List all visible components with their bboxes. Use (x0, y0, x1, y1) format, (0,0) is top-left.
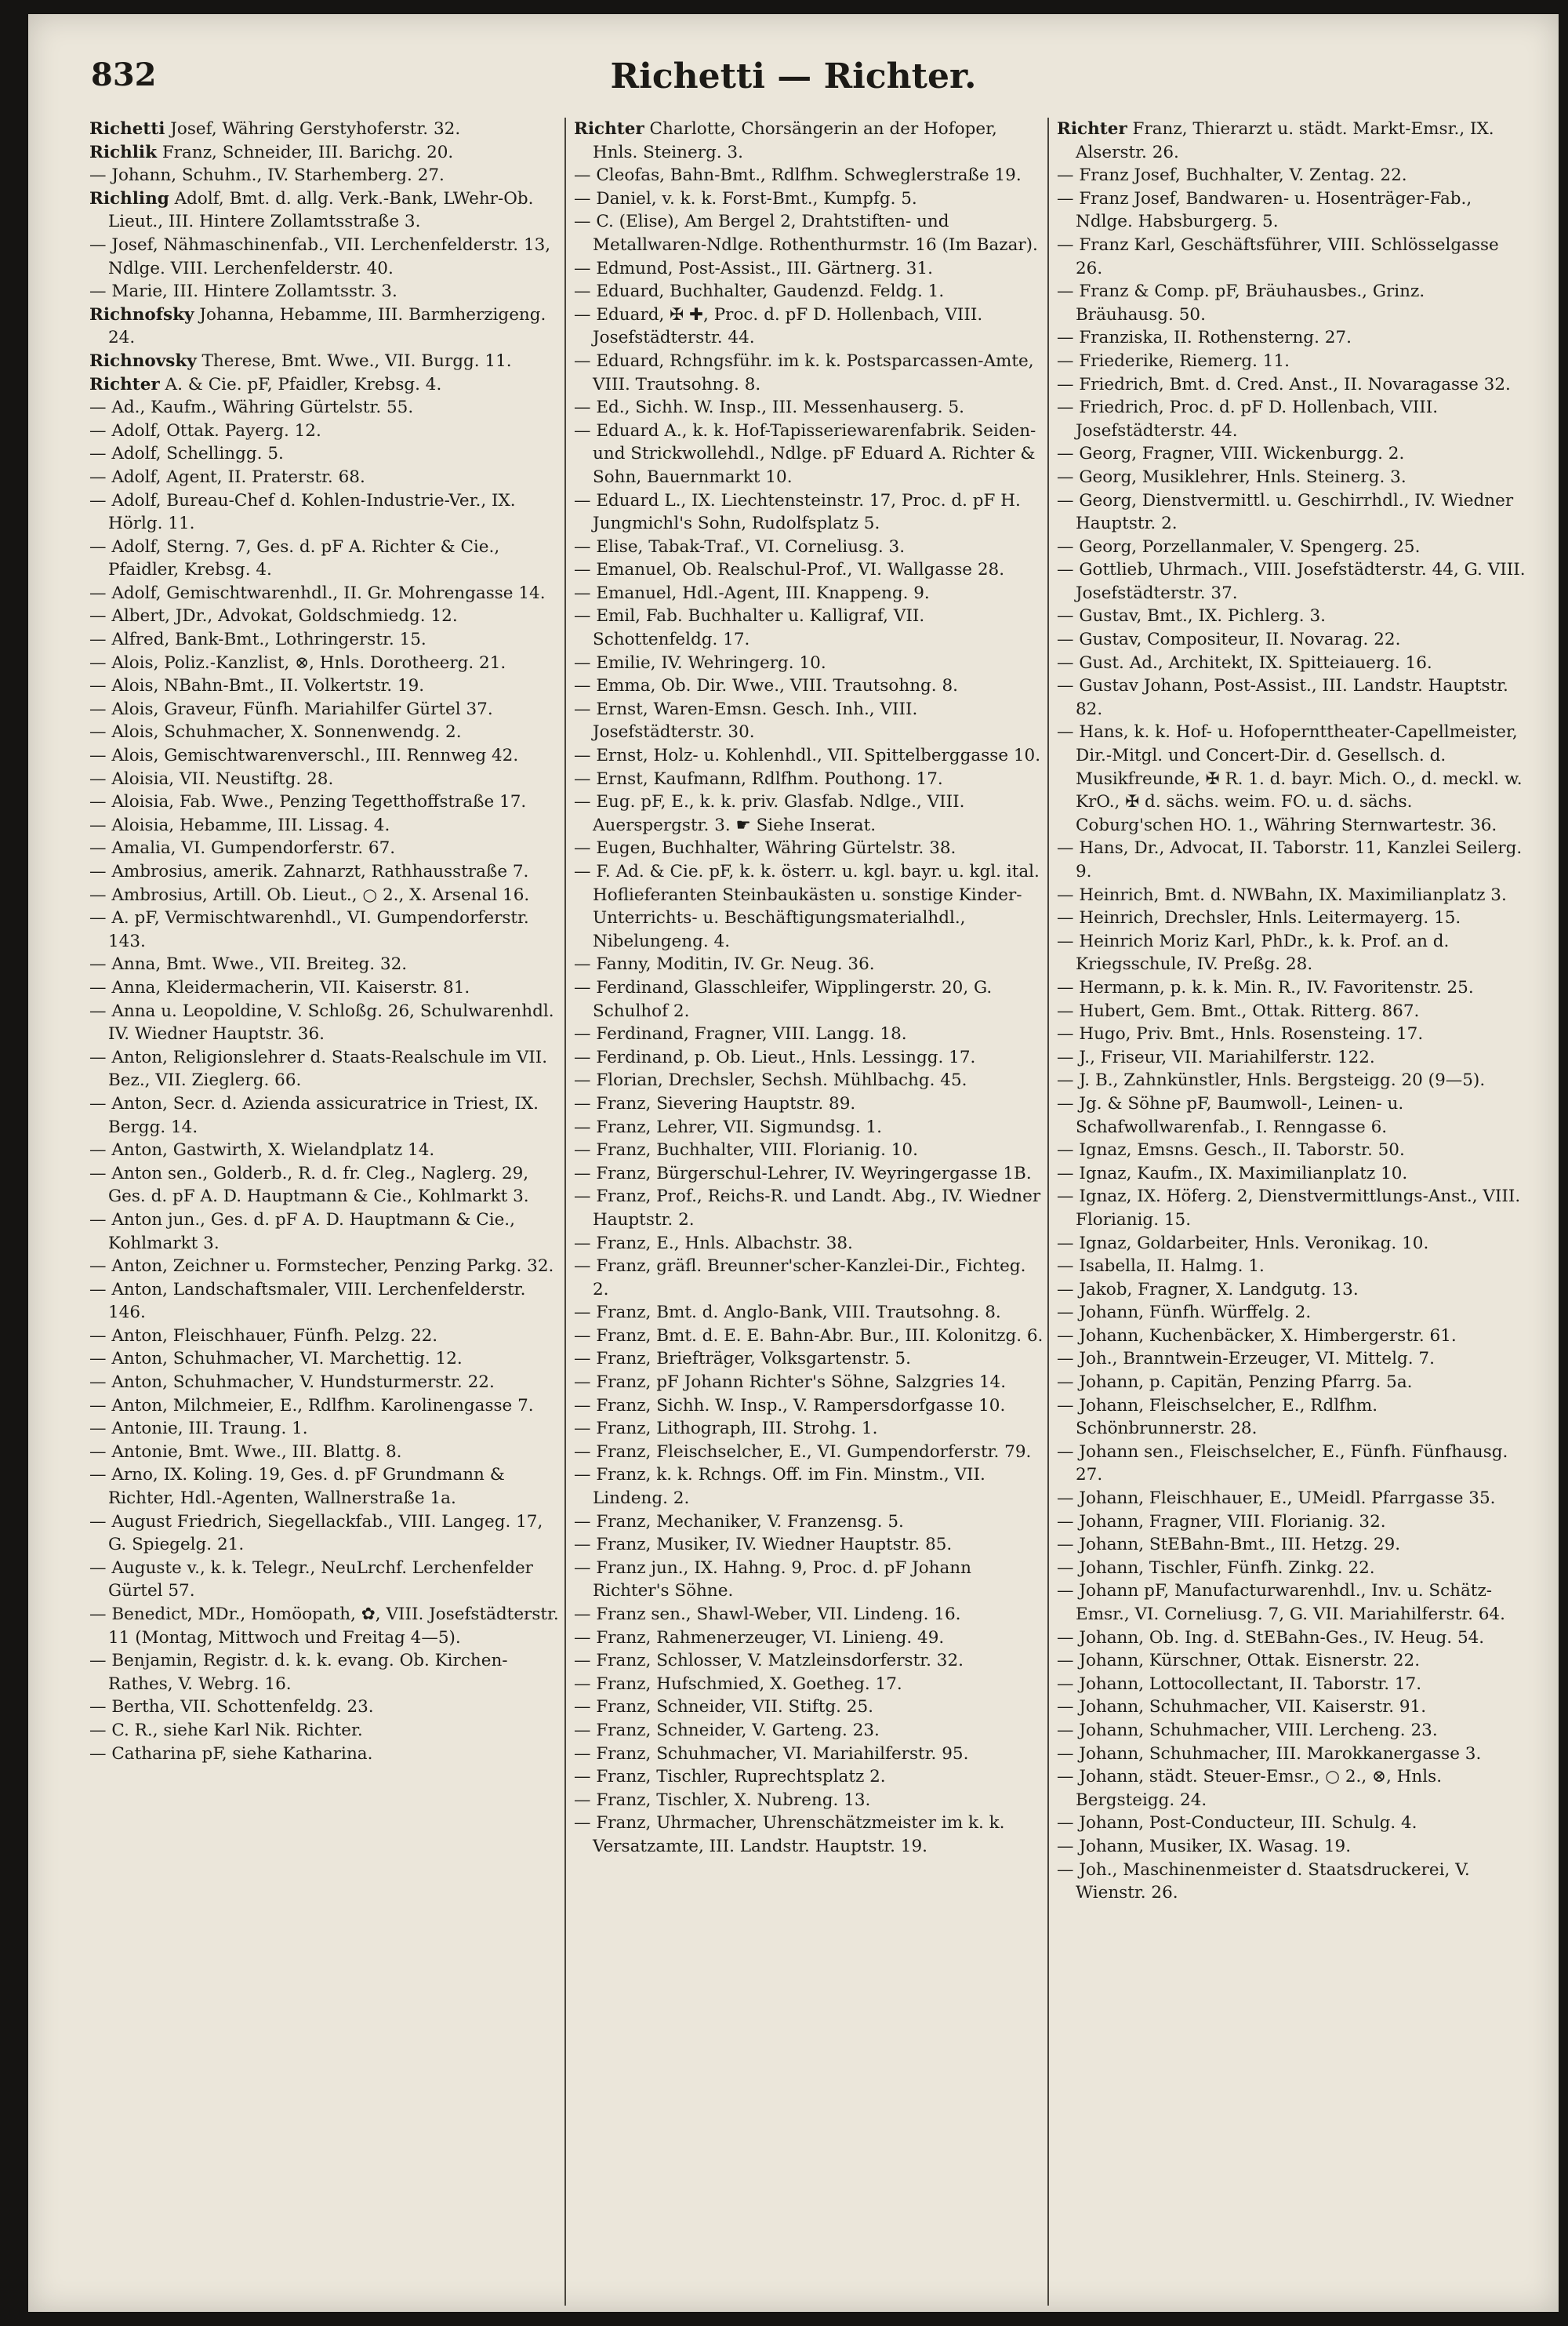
directory-entry: — Ed., Sichh. W. Insp., III. Messenhauserg. 5. (574, 398, 964, 418)
directory-entry: — Edmund, Post-Assist., III. Gärtnerg. 31. (574, 258, 933, 278)
directory-entry: — Anton, Gastwirth, X. Wielandplatz 14. (89, 1140, 435, 1161)
page-number: 832 (91, 56, 157, 93)
directory-entry: — Aloisia, Fab. Wwe., Penzing Tegetthoffstraße 17. (89, 792, 527, 812)
directory-entry: — Franz & Comp. pF, Bräuhausbes., Grinz. Bräuhausg. 50. (1057, 282, 1425, 325)
directory-entry: — Franz, Mechaniker, V. Franzensg. 5. (574, 1511, 904, 1532)
directory-entry: — Georg, Fragner, VIII. Wickenburgg. 2. (1057, 444, 1405, 464)
directory-entry: — Anton sen., Golderb., R. d. fr. Cleg., Naglerg. 29, Ges. d. pF A. D. Hauptmann & Cie., Kohlmarkt 3. (89, 1163, 529, 1207)
directory-entry: — Eduard, Rchngsführ. im k. k. Postsparcassen-Amte, VIII. Trautsohng. 8. (574, 351, 1034, 394)
directory-entry: — Heinrich Moriz Karl, PhDr., k. k. Prof. an d. Kriegsschule, IV. Preßg. 28. (1057, 931, 1450, 975)
directory-entry: — Ernst, Kaufmann, Rdlfhm. Pouthong. 17. (574, 769, 943, 789)
directory-entry: — Ernst, Holz- u. Kohlenhdl., VII. Spittelberggasse 10. (574, 746, 1041, 766)
directory-entry: — Gottlieb, Uhrmach., VIII. Josefstädterstr. 44, G. VIII. Josefstädterstr. 37. (1057, 560, 1526, 603)
directory-entry: — Franz, Fleischselcher, E., VI. Gumpendorferstr. 79. (574, 1441, 1032, 1462)
directory-entry: — Auguste v., k. k. Telegr., NeuLrchf. Lerchenfelder Gürtel 57. (89, 1557, 533, 1601)
directory-entry: — Franz, Buchhalter, VIII. Florianig. 10. (574, 1140, 918, 1161)
directory-entry: — Johann, städt. Steuer-Emsr., ○ 2., ⊗, Hnls. Bergsteigg. 24. (1057, 1767, 1443, 1810)
directory-entry: — Johann pF, Manufacturwarenhdl., Inv. u. Schätz-Emsr., VI. Corneliusg. 7, G. VII. Mariahilferstr. 64. (1057, 1581, 1505, 1624)
directory-column-3 (1057, 118, 1527, 2306)
directory-entry: — Anton, Milchmeier, E., Rdlfhm. Karolinengasse 7. (89, 1395, 534, 1416)
directory-entry: — Ignaz, Emsns. Gesch., II. Taborstr. 50. (1057, 1140, 1405, 1161)
directory-entry: — Heinrich, Bmt. d. NWBahn, IX. Maximilianplatz 3. (1057, 885, 1507, 905)
directory-entry: — Aloisia, VII. Neustiftg. 28. (89, 769, 334, 789)
directory-entry: — Hugo, Priv. Bmt., Hnls. Rosensteing. 17. (1057, 1024, 1424, 1045)
directory-entry: — Joh., Branntwein-Erzeuger, VI. Mittelg. 7. (1057, 1349, 1435, 1369)
directory-entry: — Arno, IX. Koling. 19, Ges. d. pF Grundmann & Richter, Hdl.-Agenten, Wallnerstraße 1a. (89, 1465, 505, 1509)
directory-entry: — Johann, Musiker, IX. Wasag. 19. (1057, 1836, 1352, 1856)
directory-entry: — Johann, Fleischselcher, E., Rdlfhm. Schönbrunnerstr. 28. (1057, 1395, 1378, 1439)
directory-entry: — Benjamin, Registr. d. k. k. evang. Ob. Kirchen-Rathes, V. Webrg. 16. (89, 1651, 508, 1694)
directory-entry: — Emma, Ob. Dir. Wwe., VIII. Trautsohng. 8. (574, 676, 958, 696)
directory-entry: — Franz sen., Shawl-Weber, VII. Lindeng. 16. (574, 1605, 961, 1624)
directory-entry: — Emanuel, Ob. Realschul-Prof., VI. Wallgasse 28. (574, 560, 1005, 580)
directory-entry: — Eugen, Buchhalter, Währing Gürtelstr. 38. (574, 838, 956, 859)
directory-entry: — Aloisia, Hebamme, III. Lissag. 4. (89, 815, 390, 835)
directory-entry: — Adolf, Ottak. Payerg. 12. (89, 420, 321, 441)
directory-entry: — Antonie, Bmt. Wwe., III. Blattg. 8. (89, 1441, 402, 1462)
directory-entry: — Franz, Rahmenerzeuger, VI. Linieng. 49. (574, 1627, 945, 1648)
directory-entry: — Anna u. Leopoldine, V. Schloßg. 26, Schulwarenhdl. IV. Wiedner Hauptstr. 36. (89, 1001, 554, 1045)
directory-entry: — Gust. Ad., Architekt, IX. Spitteiauerg. 16. (1057, 652, 1432, 673)
directory-entry: — Josef, Nähmaschinenfab., VII. Lerchenfelderstr. 13, Ndlge. VIII. Lerchenfelderstr. 40. (89, 234, 551, 278)
directory-entry: — Alois, Gemischtwarenverschl., III. Rennweg 42. (89, 746, 519, 766)
directory-entry: Richter A. & Cie. pF, Pfaidler, Krebsg. 4. (89, 374, 442, 394)
directory-entry: — Franz, Schlosser, V. Matzleinsdorferstr. 32. (574, 1651, 964, 1671)
directory-entry: — Franz, Tischler, X. Nubreng. 13. (574, 1790, 871, 1810)
surname-heading: Richnovsky (89, 351, 197, 371)
directory-entry: — Jakob, Fragner, X. Landgutg. 13. (1057, 1279, 1359, 1299)
directory-entry: — Hubert, Gem. Bmt., Ottak. Ritterg. 867. (1057, 1001, 1420, 1021)
directory-entry: — Anton, Schuhmacher, V. Hundsturmerstr. 22. (89, 1372, 495, 1393)
directory-entry: — Benedict, MDr., Homöopath, ✿, VIII. Josefstädterstr. 11 (Montag, Mittwoch und Freitag 4—5). (89, 1605, 559, 1648)
directory-entry: — Franz, Bmt. d. E. E. Bahn-Abr. Bur., III. Kolonitzg. 6. (574, 1325, 1044, 1346)
directory-entry: — Emilie, IV. Wehringerg. 10. (574, 652, 826, 673)
directory-entry: Richling Adolf, Bmt. d. allg. Verk.-Bank, LWehr-Ob. Lieut., III. Hintere Zollamtsstraße 3. (89, 188, 534, 232)
directory-entry: — Ernst, Waren-Emsn. Gesch. Inh., VIII. Josefstädterstr. 30. (574, 699, 918, 743)
directory-entry: — Franz, Musiker, IV. Wiedner Hauptstr. 85. (574, 1535, 953, 1555)
directory-entry: — Johann, Lottocollectant, II. Taborstr. 17. (1057, 1674, 1422, 1694)
directory-entry: Richlik Franz, Schneider, III. Barichg. 20. (89, 142, 454, 162)
running-head: Richetti — Richter. (610, 56, 977, 96)
directory-entry: — Cleofas, Bahn-Bmt., Rdlfhm. Schweglerstraße 19. (574, 165, 1022, 186)
directory-entry: — Albert, JDr., Advokat, Goldschmiedg. 12. (89, 606, 458, 627)
directory-entry: — Anna, Kleidermacherin, VII. Kaiserstr. 81. (89, 977, 470, 998)
directory-entry: — Anton, Fleischhauer, Fünfh. Pelzg. 22. (89, 1325, 438, 1346)
directory-entry: — August Friedrich, Siegellackfab., VIII. Langeg. 17, G. Spiegelg. 21. (89, 1511, 543, 1555)
directory-entry: Richetti Josef, Währing Gerstyhoferstr. 32. (89, 119, 461, 139)
directory-entry: — Georg, Dienstvermittl. u. Geschirrhdl., IV. Wiedner Hauptstr. 2. (1057, 490, 1514, 534)
surname-heading: Richetti (89, 119, 165, 139)
directory-entry: — Franz, Schuhmacher, VI. Mariahilferstr. 95. (574, 1743, 969, 1764)
directory-entry: — Ambrosius, amerik. Zahnarzt, Rathhausstraße 7. (89, 862, 529, 881)
directory-entry: — Friedrich, Bmt. d. Cred. Anst., II. Novaragasse 32. (1057, 374, 1511, 394)
directory-entry: — Adolf, Gemischtwarenhdl., II. Gr. Mohrengasse 14. (89, 583, 546, 603)
directory-entry: — Ferdinand, Glasschleifer, Wipplingerstr. 20, G. Schulhof 2. (574, 977, 993, 1021)
directory-entry: — Johann, Ob. Ing. d. StEBahn-Ges., IV. Heug. 54. (1057, 1627, 1485, 1648)
directory-entry: — Joh., Maschinenmeister d. Staatsdruckerei, V. Wienstr. 26. (1057, 1859, 1470, 1903)
directory-entry: — Franz, Hufschmied, X. Goetheg. 17. (574, 1674, 902, 1694)
directory-entry: — Gustav, Bmt., IX. Pichlerg. 3. (1057, 606, 1326, 627)
directory-entry: — Heinrich, Drechsler, Hnls. Leitermayerg. 15. (1057, 908, 1461, 929)
directory-entry: — Franziska, II. Rothensterng. 27. (1057, 328, 1352, 348)
directory-entry: — J. B., Zahnkünstler, Hnls. Bergsteigg. 20 (9—5). (1057, 1070, 1486, 1091)
directory-entry: — F. Ad. & Cie. pF, k. k. österr. u. kgl. bayr. u. kgl. ital. Hoflieferanten Steinbaukästen u. sonstige Kinder-Unterrichts- u. Beschäftigungsmaterialhdl., Nibelungeng. 4. (574, 862, 1040, 951)
directory-page (28, 14, 1559, 2312)
directory-entry: — Georg, Musiklehrer, Hnls. Steinerg. 3. (1057, 467, 1406, 487)
directory-entry: — Catharina pF, siehe Katharina. (89, 1743, 373, 1764)
directory-entry: — Florian, Drechsler, Sechsh. Mühlbachg. 45. (574, 1070, 967, 1091)
directory-entry: — Gustav, Compositeur, II. Novarag. 22. (1057, 630, 1401, 650)
directory-entry: — Elise, Tabak-Traf., VI. Corneliusg. 3. (574, 536, 906, 557)
directory-entry: — Franz, Sichh. W. Insp., V. Rampersdorfgasse 10. (574, 1395, 1006, 1416)
directory-entry: — Johann, Schuhmacher, III. Marokkanergasse 3. (1057, 1743, 1482, 1764)
directory-entry: — Anton, Religionslehrer d. Staats-Realschule im VII. Bez., VII. Zieglerg. 66. (89, 1047, 548, 1091)
directory-entry: — Emanuel, Hdl.-Agent, III. Knappeng. 9. (574, 583, 930, 603)
directory-entry: — Eduard A., k. k. Hof-Tapisseriewarenfabrik. Seiden- und Strickwollehdl., Ndlge. pF Eduard A. Richter & Sohn, Bauernmarkt 10. (574, 420, 1036, 487)
directory-entry: — J., Friseur, VII. Mariahilferstr. 122. (1057, 1047, 1375, 1067)
directory-entry: — Johann, Kuchenbäcker, X. Himbergerstr. 61. (1057, 1325, 1457, 1346)
directory-entry: — Eug. pF, E., k. k. priv. Glasfab. Ndlge., VIII. Auerspergstr. 3. ☛ Siehe Inserat. (574, 792, 965, 835)
directory-column-1 (89, 118, 560, 2306)
directory-entry: — Fanny, Moditin, IV. Gr. Neug. 36. (574, 954, 875, 975)
directory-entry: — Franz Josef, Buchhalter, V. Zentag. 22. (1057, 165, 1407, 186)
directory-entry: — Johann, Tischler, Fünfh. Zinkg. 22. (1057, 1557, 1375, 1578)
directory-entry: — A. pF, Vermischtwarenhdl., VI. Gumpendorferstr. 143. (89, 908, 529, 951)
directory-entry: — Johann, Fragner, VIII. Florianig. 32. (1057, 1511, 1386, 1532)
directory-entry: Richnovsky Therese, Bmt. Wwe., VII. Burgg. 11. (89, 351, 512, 371)
directory-entry: — Ferdinand, Fragner, VIII. Langg. 18. (574, 1024, 907, 1045)
surname-heading: Richter (89, 374, 160, 394)
directory-entry: — Alois, Poliz.-Kanzlist, ⊗, Hnls. Dorotheerg. 21. (89, 652, 506, 673)
directory-entry: — Anna, Bmt. Wwe., VII. Breiteg. 32. (89, 954, 408, 975)
directory-entry: — Adolf, Bureau-Chef d. Kohlen-Industrie-Ver., IX. Hörlg. 11. (89, 490, 516, 534)
directory-entry: — Franz Josef, Bandwaren- u. Hosenträger-Fab., Ndlge. Habsburgerg. 5. (1057, 188, 1472, 232)
directory-entry: — Friederike, Riemerg. 11. (1057, 351, 1290, 371)
directory-entry: — Franz, Uhrmacher, Uhrenschätzmeister im k. k. Versatzamte, III. Landstr. Hauptstr. 19. (574, 1813, 1005, 1856)
directory-entry: — Johann, Schuhm., IV. Starhemberg. 27. (89, 165, 445, 186)
directory-entry: — Isabella, II. Halmg. 1. (1057, 1256, 1265, 1277)
directory-entry: — Franz, k. k. Rchngs. Off. im Fin. Minstm., VII. Lindeng. 2. (574, 1465, 985, 1509)
directory-entry: — Franz, Lehrer, VII. Sigmundsg. 1. (574, 1117, 882, 1137)
directory-entry: — Franz, Schneider, VII. Stiftg. 25. (574, 1697, 873, 1717)
directory-entry: — Johann sen., Fleischselcher, E., Fünfh. Fünfhausg. 27. (1057, 1441, 1508, 1485)
directory-entry: Richnofsky Johanna, Hebamme, III. Barmherzigeng. 24. (89, 304, 546, 348)
directory-entry: — Daniel, v. k. k. Forst-Bmt., Kumpfg. 5. (574, 188, 917, 209)
directory-entry: — Hermann, p. k. k. Min. R., IV. Favoritenstr. 25. (1057, 977, 1474, 998)
directory-entry: — Friedrich, Proc. d. pF D. Hollenbach, VIII. Josefstädterstr. 44. (1057, 398, 1439, 441)
directory-entry: — Alois, NBahn-Bmt., II. Volkertstr. 19. (89, 676, 425, 696)
directory-entry: — Adolf, Sterng. 7, Ges. d. pF A. Richter & Cie., Pfaidler, Krebsg. 4. (89, 536, 500, 580)
directory-entry: — Ignaz, IX. Höferg. 2, Dienstvermittlungs-Anst., VIII. Florianig. 15. (1057, 1187, 1521, 1230)
directory-column-2 (574, 118, 1044, 2306)
directory-entry: — Franz, Lithograph, III. Strohg. 1. (574, 1419, 878, 1439)
directory-entry: — Franz, Sievering Hauptstr. 89. (574, 1093, 856, 1114)
directory-entry: — Franz, Tischler, Ruprechtsplatz 2. (574, 1767, 886, 1787)
directory-entry: — Alfred, Bank-Bmt., Lothringerstr. 15. (89, 630, 426, 650)
directory-entry: — Gustav Johann, Post-Assist., III. Landstr. Hauptstr. 82. (1057, 676, 1508, 719)
column-divider (564, 118, 566, 2306)
directory-entry: — Ignaz, Goldarbeiter, Hnls. Veronikag. 10. (1057, 1233, 1429, 1253)
directory-entry: — Ambrosius, Artill. Ob. Lieut., ○ 2., X. Arsenal 16. (89, 885, 530, 905)
directory-entry: — Marie, III. Hintere Zollamtsstr. 3. (89, 282, 397, 302)
directory-entry: — Bertha, VII. Schottenfeldg. 23. (89, 1697, 374, 1717)
directory-entry: — Johann, Fleischhauer, E., UMeidl. Pfarrgasse 35. (1057, 1488, 1496, 1509)
directory-entry: — Franz Karl, Geschäftsführer, VIII. Schlösselgasse 26. (1057, 234, 1499, 278)
directory-entry: — Eduard, ✠ ✚, Proc. d. pF D. Hollenbach, VIII. Josefstädterstr. 44. (574, 304, 983, 348)
directory-entry: — Hans, k. k. Hof- u. Hofopernttheater-Capellmeister, Dir.-Mitgl. und Concert-Dir. d. Gesellsch. d. Musikfreunde, ✠ R. 1. d. bayr. Mich. O., d. meckl. w. KrO., ✠ d. sächs. weim. FO. u. d. sächs. Coburg'schen HO. 1., Währing Sternwartestr. 36. (1057, 722, 1523, 835)
directory-entry: — Amalia, VI. Gumpendorferstr. 67. (89, 838, 396, 859)
directory-entry: — Franz, gräfl. Breunner'scher-Kanzlei-Dir., Fichteg. 2. (574, 1256, 1026, 1299)
directory-entry: — Antonie, III. Traung. 1. (89, 1419, 308, 1439)
directory-entry: — Anton jun., Ges. d. pF A. D. Hauptmann & Cie., Kohlmarkt 3. (89, 1209, 515, 1253)
directory-entry: — Franz, Bmt. d. Anglo-Bank, VIII. Trautsohng. 8. (574, 1303, 1001, 1323)
directory-entry: Richter Franz, Thierarzt u. städt. Markt-Emsr., IX. Alserstr. 26. (1057, 119, 1494, 162)
directory-entry: — Franz, Schneider, V. Garteng. 23. (574, 1720, 880, 1740)
directory-entry: — Ferdinand, p. Ob. Lieut., Hnls. Lessingg. 17. (574, 1047, 976, 1067)
directory-entry: Richter Charlotte, Chorsängerin an der Hofoper, Hnls. Steinerg. 3. (574, 119, 997, 162)
directory-entry: — Johann, StEBahn-Bmt., III. Hetzg. 29. (1057, 1535, 1401, 1555)
directory-entry: — Franz, Prof., Reichs-R. und Landt. Abg., IV. Wiedner Hauptstr. 2. (574, 1187, 1041, 1230)
surname-heading: Richnofsky (89, 304, 194, 325)
surname-heading: Richter (1057, 119, 1127, 139)
directory-entry: — Adolf, Agent, II. Praterstr. 68. (89, 467, 365, 487)
directory-entry: — Johann, p. Capitän, Penzing Pfarrg. 5a. (1057, 1372, 1413, 1393)
directory-entry: — Franz, E., Hnls. Albachstr. 38. (574, 1233, 853, 1253)
directory-entry: — Anton, Secr. d. Azienda assicuratrice in Triest, IX. Bergg. 14. (89, 1093, 539, 1137)
directory-entry: — Eduard, Buchhalter, Gaudenzd. Feldg. 1. (574, 282, 945, 302)
directory-entry: — Johann, Schuhmacher, VII. Kaiserstr. 91. (1057, 1697, 1427, 1717)
directory-entry: — Anton, Landschaftsmaler, VIII. Lerchenfelderstr. 146. (89, 1279, 526, 1323)
directory-entry: — Johann, Kürschner, Ottak. Eisnerstr. 22. (1057, 1651, 1421, 1671)
surname-heading: Richter (574, 119, 644, 139)
surname-heading: Richlik (89, 142, 157, 162)
directory-entry: — C. (Elise), Am Bergel 2, Drahtstiften- und Metallwaren-Ndlge. Rothenthurmstr. 16 (Im Bazar). (574, 212, 1038, 255)
directory-entry: — C. R., siehe Karl Nik. Richter. (89, 1720, 363, 1740)
directory-entry: — Johann, Fünfh. Würffelg. 2. (1057, 1303, 1312, 1323)
surname-heading: Richling (89, 188, 169, 209)
directory-entry: — Georg, Porzellanmaler, V. Spengerg. 25. (1057, 536, 1421, 557)
directory-entry: — Ad., Kaufm., Währing Gürtelstr. 55. (89, 398, 414, 418)
directory-entry: — Adolf, Schellingg. 5. (89, 444, 284, 464)
directory-entry: — Franz, Bürgerschul-Lehrer, IV. Weyringergasse 1B. (574, 1163, 1032, 1183)
directory-entry: — Ignaz, Kaufm., IX. Maximilianplatz 10. (1057, 1163, 1408, 1183)
directory-entry: — Hans, Dr., Advocat, II. Taborstr. 11, Kanzlei Seilerg. 9. (1057, 838, 1523, 881)
directory-entry: — Alois, Graveur, Fünfh. Mariahilfer Gürtel 37. (89, 699, 493, 719)
directory-entry: — Eduard L., IX. Liechtensteinstr. 17, Proc. d. pF H. Jungmichl's Sohn, Rudolfsplatz 5. (574, 490, 1021, 534)
directory-entry: — Johann, Schuhmacher, VIII. Lercheng. 23. (1057, 1720, 1438, 1740)
directory-entry: — Alois, Schuhmacher, X. Sonnenwendg. 2. (89, 722, 462, 743)
column-divider (1047, 118, 1049, 2306)
directory-entry: — Franz jun., IX. Hahng. 9, Proc. d. pF Johann Richter's Söhne. (574, 1557, 971, 1601)
directory-entry: — Johann, Post-Conducteur, III. Schulg. 4. (1057, 1813, 1417, 1834)
directory-entry: — Emil, Fab. Buchhalter u. Kalligraf, VII. Schottenfeldg. 17. (574, 606, 925, 650)
directory-entry: — Anton, Zeichner u. Formstecher, Penzing Parkg. 32. (89, 1256, 554, 1277)
directory-entry: — Franz, Briefträger, Volksgartenstr. 5. (574, 1349, 911, 1369)
directory-entry: — Anton, Schuhmacher, VI. Marchettig. 12. (89, 1349, 463, 1369)
directory-entry: — Jg. & Söhne pF, Baumwoll-, Leinen- u. Schafwollwarenfab., I. Renngasse 6. (1057, 1093, 1404, 1137)
directory-entry: — Franz, pF Johann Richter's Söhne, Salzgries 14. (574, 1372, 1007, 1393)
